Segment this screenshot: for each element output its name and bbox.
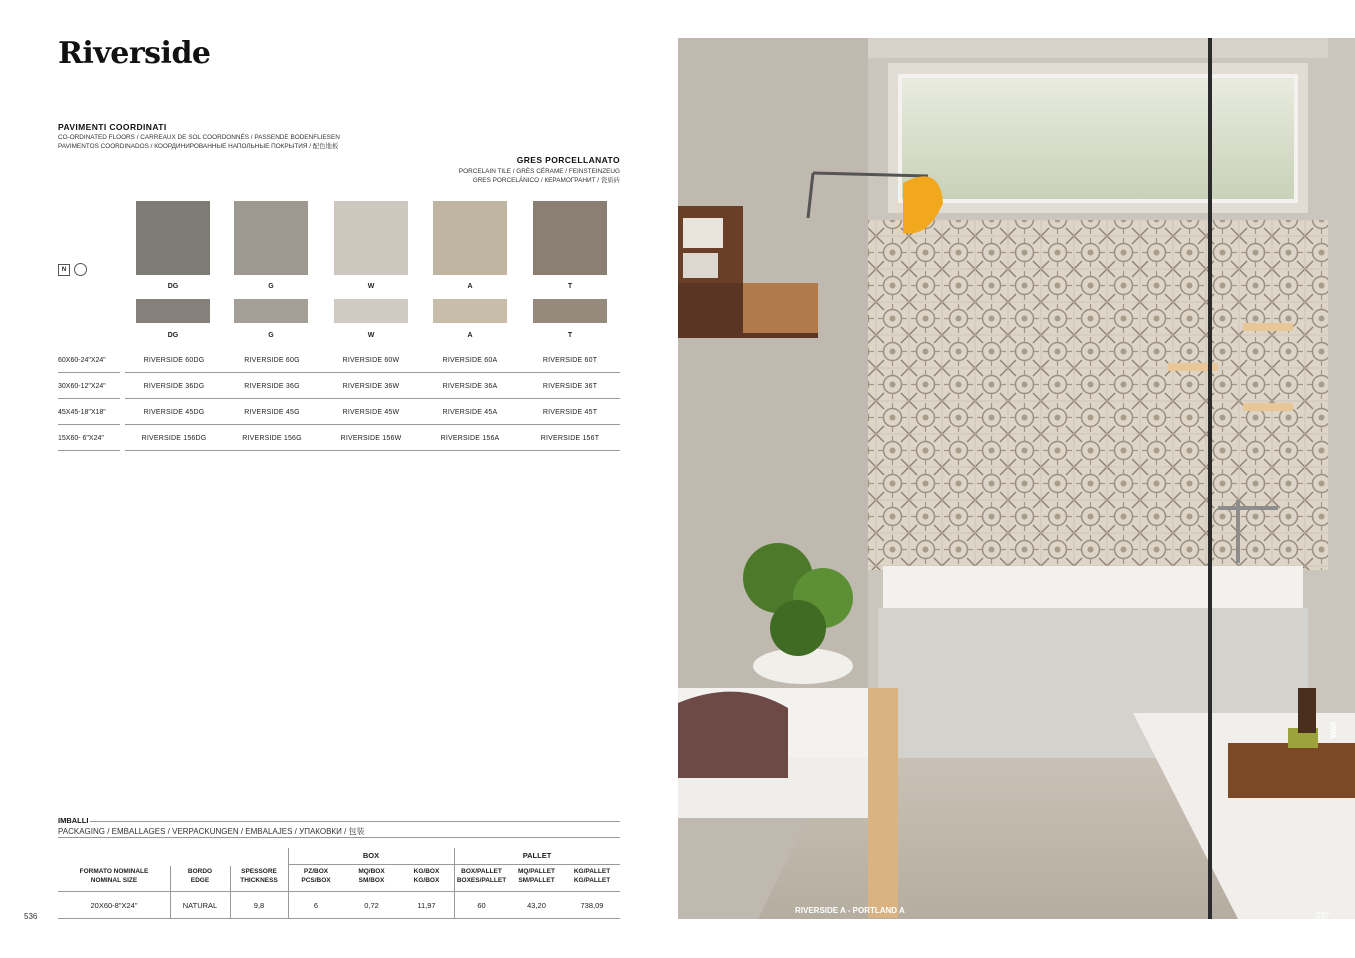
strip-code-label: W bbox=[367, 332, 375, 339]
column-header-line1: SPESSORE bbox=[241, 868, 277, 875]
product-code-cell: RIVERSIDE 45G bbox=[244, 409, 300, 416]
size-label: 60X60-24"X24" bbox=[58, 357, 106, 364]
column-header-line1: MQ/PALLET bbox=[517, 868, 556, 875]
page-title: Riverside bbox=[58, 36, 211, 71]
product-code-cell: RIVERSIDE 36G bbox=[244, 383, 300, 390]
size-label: 15X60- 6"X24" bbox=[58, 435, 104, 442]
packaging-value-cell: 6 bbox=[313, 901, 319, 910]
swatch-t bbox=[533, 201, 607, 275]
column-header-line2: SM/PALLET bbox=[518, 877, 555, 884]
product-code-cell: RIVERSIDE 45A bbox=[442, 409, 498, 416]
column-header-line2: KG/PALLET bbox=[573, 877, 611, 884]
row-rule bbox=[58, 450, 120, 451]
packaging-value-cell: 0,72 bbox=[364, 901, 379, 910]
packaging-rule bbox=[58, 837, 620, 838]
round-edge-icon bbox=[74, 263, 87, 276]
photo-caption: RIVERSIDE A - PORTLAND A bbox=[795, 906, 905, 915]
swatch-dg bbox=[136, 201, 210, 275]
column-divider bbox=[454, 848, 455, 866]
product-code-cell: RIVERSIDE 156A bbox=[440, 435, 500, 442]
column-header-line1: FORMATO NOMINALE bbox=[79, 868, 149, 875]
packaging-translations: PACKAGING / EMBALLAGES / VERPACKUNGEN / EMBALAJES / УПАКОВКИ / 包装 bbox=[58, 827, 365, 836]
packaging-value-cell: 9,8 bbox=[253, 901, 265, 910]
row-rule bbox=[125, 398, 620, 399]
swatch-code-label: G bbox=[268, 283, 274, 290]
box-group-header: BOX bbox=[362, 851, 380, 860]
column-header-line2: SM/BOX bbox=[358, 877, 385, 884]
product-code-cell: RIVERSIDE 156G bbox=[242, 435, 302, 442]
product-code-cell: RIVERSIDE 156DG bbox=[141, 435, 207, 442]
column-divider bbox=[230, 866, 231, 918]
photo-side-label: Wall bbox=[1329, 721, 1338, 738]
swatch-code-label: T bbox=[567, 283, 573, 290]
packaging-value-cell: 60 bbox=[477, 901, 486, 910]
column-header-line2: NOMINAL SIZE bbox=[90, 877, 138, 884]
coordinated-floors-heading: PAVIMENTI COORDINATI bbox=[58, 122, 167, 132]
product-code-cell: RIVERSIDE 45W bbox=[342, 409, 400, 416]
product-code-cell: RIVERSIDE 36DG bbox=[143, 383, 205, 390]
strip-t bbox=[533, 299, 607, 323]
row-rule bbox=[58, 372, 120, 373]
column-header-line1: BORDO bbox=[187, 868, 213, 875]
packaging-value-cell: 20X60-8"X24" bbox=[90, 901, 138, 910]
row-rule bbox=[125, 450, 620, 451]
product-code-cell: RIVERSIDE 36W bbox=[342, 383, 400, 390]
column-header-line1: MQ/BOX bbox=[358, 868, 385, 875]
row-rule bbox=[125, 372, 620, 373]
coordinated-floors-translations-1: CO-ORDINATED FLOORS / CARREAUX DE SOL COORDONNÉS / PASSENDE BODENFLIESEN bbox=[58, 134, 340, 141]
column-header-line2: THICKNESS bbox=[240, 877, 278, 884]
product-code-cell: RIVERSIDE 156T bbox=[540, 435, 600, 442]
product-code-cell: RIVERSIDE 45DG bbox=[143, 409, 205, 416]
swatch-code-label: DG bbox=[167, 283, 179, 290]
strip-code-label: G bbox=[268, 332, 274, 339]
column-header-line2: PCS/BOX bbox=[301, 877, 331, 884]
product-code-cell: RIVERSIDE 36T bbox=[542, 383, 598, 390]
material-translations-2: GRES PORCELÁNICO / КЕРАМОГРАНИТ / 瓷质砖 bbox=[472, 177, 620, 184]
bathroom-photo bbox=[678, 38, 1355, 919]
column-header-line1: PZ/BOX bbox=[303, 868, 329, 875]
strip-code-label: A bbox=[467, 332, 473, 339]
page-number-left: 536 bbox=[24, 912, 38, 921]
product-code-cell: RIVERSIDE 36A bbox=[442, 383, 498, 390]
packaging-value-cell: 43,20 bbox=[527, 901, 546, 910]
product-code-cell: RIVERSIDE 60W bbox=[342, 357, 400, 364]
row-rule bbox=[58, 424, 120, 425]
header-rule bbox=[58, 891, 620, 892]
product-code-cell: RIVERSIDE 60T bbox=[542, 357, 598, 364]
column-header-line1: KG/PALLET bbox=[573, 868, 611, 875]
swatch-code-label: W bbox=[367, 283, 375, 290]
strip-g bbox=[234, 299, 308, 323]
packaging-value-cell: NATURAL bbox=[182, 901, 218, 910]
product-code-cell: RIVERSIDE 60A bbox=[442, 357, 498, 364]
product-code-cell: RIVERSIDE 45T bbox=[542, 409, 598, 416]
column-divider bbox=[288, 848, 289, 866]
packaging-value-cell: 11,97 bbox=[417, 901, 436, 910]
column-header-line2: BOXES/PALLET bbox=[456, 877, 507, 884]
strip-dg bbox=[136, 299, 210, 323]
material-translations-1: PORCELAIN TILE / GRÈS CÉRAME / FEINSTEINZEUG bbox=[458, 168, 620, 175]
packaging-heading: IMBALLI bbox=[58, 816, 89, 825]
finish-badge-icon: N bbox=[58, 264, 70, 276]
column-header-line1: KG/BOX bbox=[413, 868, 440, 875]
size-label: 45X45-18"X18" bbox=[58, 409, 106, 416]
column-divider bbox=[288, 866, 289, 918]
strip-w bbox=[334, 299, 408, 323]
column-header-line2: KG/BOX bbox=[413, 877, 440, 884]
size-label: 30X60-12"X24" bbox=[58, 383, 106, 390]
bathroom-illustration bbox=[678, 38, 1355, 919]
packaging-heading-rule bbox=[90, 821, 620, 822]
strip-code-label: DG bbox=[167, 332, 179, 339]
product-code-cell: RIVERSIDE 60DG bbox=[143, 357, 205, 364]
strip-a bbox=[433, 299, 507, 323]
product-code-cell: RIVERSIDE 156W bbox=[340, 435, 402, 442]
column-divider bbox=[454, 866, 455, 918]
swatch-code-label: A bbox=[467, 283, 473, 290]
row-rule bbox=[125, 424, 620, 425]
swatch-a bbox=[433, 201, 507, 275]
column-header-line2: EDGE bbox=[190, 877, 210, 884]
column-header-line1: BOX/PALLET bbox=[461, 868, 502, 875]
packaging-value-cell: 738,09 bbox=[580, 901, 604, 910]
column-divider bbox=[170, 866, 171, 918]
material-heading: GRES PORCELLANATO bbox=[516, 155, 620, 165]
row-rule bbox=[58, 398, 120, 399]
coordinated-floors-translations-2: PAVIMENTOS COORDINADOS / КООРДИНИРОВАННЫЕ НАПОЛЬНЫЕ ПОКРЫТИЯ / 配色地板 bbox=[58, 143, 339, 150]
pallet-group-header: PALLET bbox=[522, 851, 552, 860]
swatch-w bbox=[334, 201, 408, 275]
page-number-right: 537 bbox=[1316, 911, 1330, 919]
bottom-rule bbox=[58, 918, 620, 919]
product-code-cell: RIVERSIDE 60G bbox=[244, 357, 300, 364]
strip-code-label: T bbox=[567, 332, 573, 339]
swatch-g bbox=[234, 201, 308, 275]
